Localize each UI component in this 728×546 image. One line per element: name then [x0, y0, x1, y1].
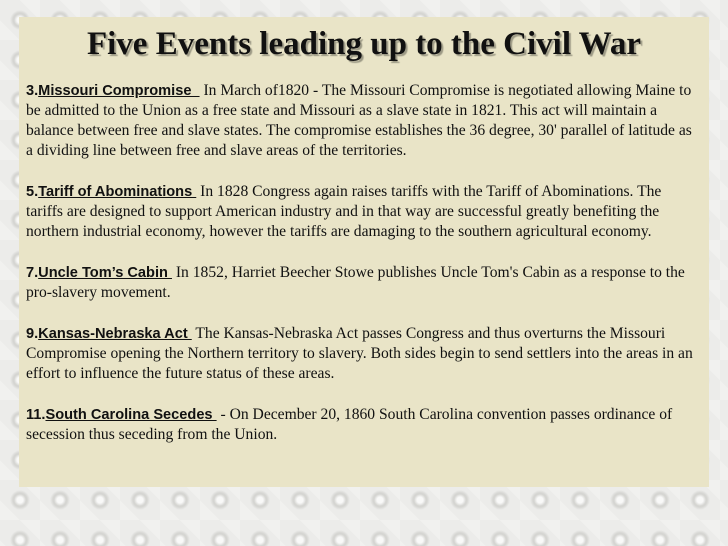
- event-number: 9.: [26, 326, 39, 342]
- event-number: 7.: [26, 265, 39, 281]
- event-tariff-of-abominations: [26, 182, 702, 242]
- slide-panel: [19, 17, 709, 487]
- event-south-carolina-secedes: [26, 405, 702, 445]
- event-number: 5.: [26, 184, 39, 200]
- slide-title: Five Events leading up to the Civil War: [86, 26, 641, 62]
- event-text: In 1828 Congress again raises tariffs with the Tariff of Abominations. The tariffs are designed to support American industry and in that way are successful greatly benefiting the northern industrial economy, however the tariffs are damaging to the southern agricultural economy.: [26, 183, 662, 240]
- event-missouri-compromise: [26, 81, 702, 161]
- event-title: Uncle Tom’s Cabin: [38, 265, 172, 281]
- events-list: [26, 81, 702, 466]
- event-text: - On December 20, 1860 South Carolina convention passes ordinance of secession thus seceding from the Union.: [26, 406, 673, 443]
- event-title: Missouri Compromise: [38, 83, 200, 99]
- event-title: Tariff of Abominations: [38, 184, 197, 200]
- event-uncle-toms-cabin: [26, 263, 702, 303]
- event-text: The Kansas-Nebraska Act passes Congress and thus overturns the Missouri Compromise opening the Northern territory to slavery. Both sides begin to send settlers into the areas in an effort to influence the future status of these areas.: [26, 325, 693, 382]
- event-title: South Carolina Secedes: [45, 407, 217, 423]
- event-number: 11.: [26, 407, 46, 423]
- event-text: In March of1820 - The Missouri Compromise is negotiated allowing Maine to be admitted to the Union as a free state and Missouri as a slave state in 1821. This act will maintain a balance between free and slave states. The compromise establishes the 36 degree, 30' parallel of latitude as a dividing line between free and slave areas of the territories.: [26, 82, 692, 159]
- event-kansas-nebraska-act: [26, 324, 702, 384]
- event-number: 3.: [26, 83, 39, 99]
- event-text: In 1852, Harriet Beecher Stowe publishes Uncle Tom's Cabin as a response to the pro-slavery movement.: [26, 264, 685, 301]
- event-title: Kansas-Nebraska Act: [38, 326, 192, 342]
